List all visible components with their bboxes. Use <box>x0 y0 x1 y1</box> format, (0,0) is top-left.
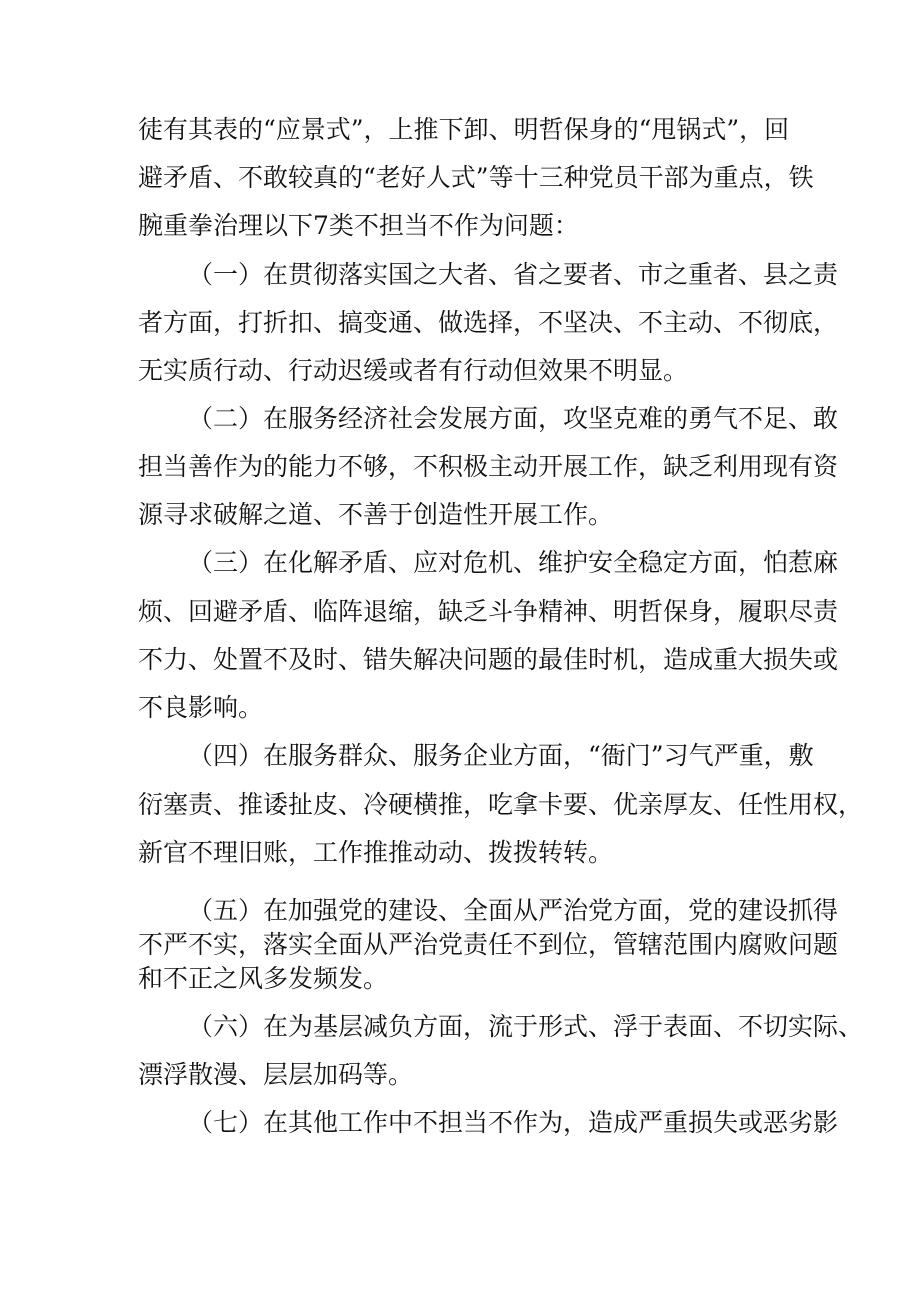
item-7-line: （七）在其他工作中不担当不作为，造成严重损失或恶劣影 <box>188 1108 839 1137</box>
item-5-line: 不严不实，落实全面从严治党责任不到位，管辖范围内腐败问题 <box>138 930 839 959</box>
item-6-line: 漂浮散漫、层层加码等。 <box>138 1060 414 1089</box>
item-2-line: （二）在服务经济社会发展方面，攻坚克难的勇气不足、敢 <box>188 404 839 433</box>
item-4-line: （四）在服务群众、服务企业方面，“衙门”习气严重，敷 <box>188 741 814 770</box>
item-3-line: 烦、回避矛盾、临阵退缩，缺乏斗争精神、明哲保身，履职尽责 <box>138 597 839 626</box>
paragraph-line: 徒有其表的“应景式”，上推下卸、明哲保身的“甩锅式”，回 <box>138 115 790 144</box>
item-3-line: （三）在化解矛盾、应对危机、维护安全稳定方面，怕惹麻 <box>188 548 839 577</box>
item-4-line: 衍塞责、推诿扯皮、冷硬横推，吃拿卡要、优亲厚友、任性用权， <box>138 790 864 819</box>
item-5-line: （五）在加强党的建设、全面从严治党方面，党的建设抓得 <box>188 896 839 925</box>
item-2-line: 担当善作为的能力不够，不积极主动开展工作，缺乏利用现有资 <box>138 452 839 481</box>
paragraph-line: 避矛盾、不敢较真的“老好人式”等十三种党员干部为重点，铁 <box>138 163 814 192</box>
item-1-line: 无实质行动、行动迟缓或者有行动但效果不明显。 <box>138 356 689 385</box>
item-3-line: 不良影响。 <box>138 693 264 722</box>
item-5-line: 和不正之风多发频发。 <box>138 964 389 993</box>
item-3-line: 不力、处置不及时、错失解决问题的最佳时机，造成重大损失或 <box>138 645 839 674</box>
item-6-line: （六）在为基层减负方面，流于形式、浮于表面、不切实际、 <box>188 1012 864 1041</box>
item-1-line: （一）在贯彻落实国之大者、省之要者、市之重者、县之责 <box>188 260 839 289</box>
item-1-line: 者方面，打折扣、搞变通、做选择，不坚决、不主动、不彻底， <box>138 308 839 337</box>
item-4-line: 新官不理旧账，工作推推动动、拨拨转转。 <box>138 838 614 867</box>
paragraph-line: 腕重拳治理以下7类不担当不作为问题： <box>138 211 579 240</box>
item-2-line: 源寻求破解之道、不善于创造性开展工作。 <box>138 500 614 529</box>
